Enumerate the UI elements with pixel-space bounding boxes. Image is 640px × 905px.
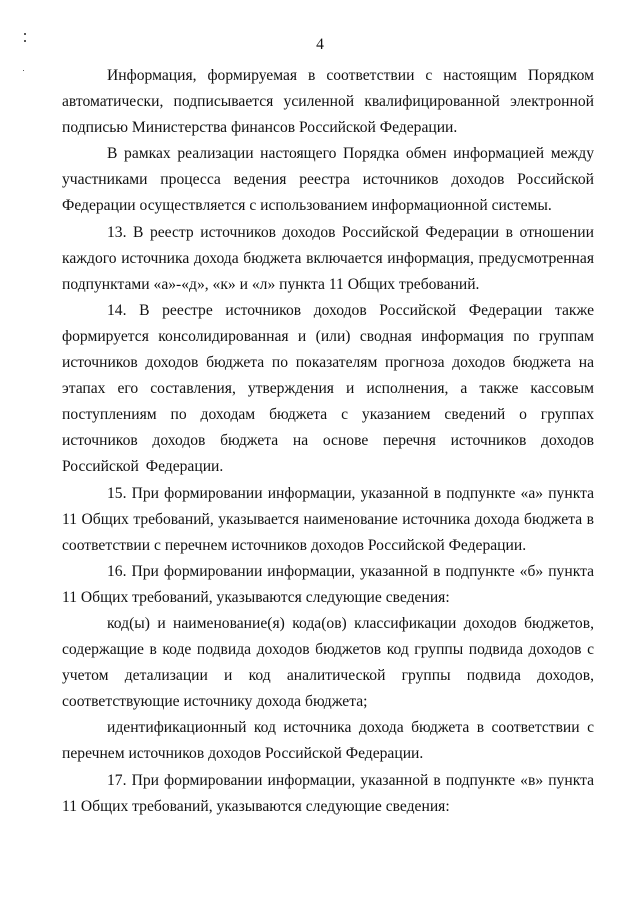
paragraph: код(ы) и наименование(я) кода(ов) классификации доходов бюджетов, содержащие в коде подвида доходов бюджетов код группы подвида доходов с учетом детализации и код аналитической группы подвида доходов, соответствующие источнику дохода бюджета;: [62, 614, 594, 711]
scan-speck: [24, 33, 26, 35]
paragraph: 14. В реестре источников доходов Российской Федерации также формируется консолидированная и (или) сводная информация по группам источников доходов бюджета по показателям прогноза доходов бюджета на этапах его составления, утверждения и исполнения, а также кассовым поступлениям по доходам бюджета с указанием сведений о группах источников доходов бюджета на основе перечня источников доходов Российской Федерации.: [62, 301, 594, 476]
scan-speck: [23, 70, 24, 71]
paragraph: 17. При формировании информации, указанной в подпункте «в» пункта 11 Общих требований, указываются следующие сведения:: [62, 771, 594, 815]
page-number: 4: [316, 36, 324, 53]
paragraph: идентификационный код источника дохода бюджета в соответствии с перечнем источников доходов Российской Федерации.: [62, 719, 594, 763]
paragraph: 13. В реестр источников доходов Российской Федерации в отношении каждого источника дохода бюджета включается информация, предусмотренная подпунктами «а»-«д», «к» и «л» пункта 11 Общих требований.: [62, 223, 594, 293]
paragraph: В рамках реализации настоящего Порядка обмен информацией между участниками процесса ведения реестра источников доходов Российской Федерации осуществляется с использованием информационной системы.: [62, 145, 594, 215]
paragraph: Информация, формируемая в соответствии с настоящим Порядком автоматически, подписывается усиленной квалифицированной электронной подписью Министерства финансов Российской Федерации.: [62, 67, 594, 137]
paragraph: 15. При формировании информации, указанной в подпункте «а» пункта 11 Общих требований, указывается наименование источника дохода бюджета в соответствии с перечнем источников доходов Российской Федерации.: [62, 484, 594, 554]
paragraph: 16. При формировании информации, указанной в подпункте «б» пункта 11 Общих требований, указываются следующие сведения:: [62, 562, 594, 606]
document-body: [62, 63, 594, 820]
